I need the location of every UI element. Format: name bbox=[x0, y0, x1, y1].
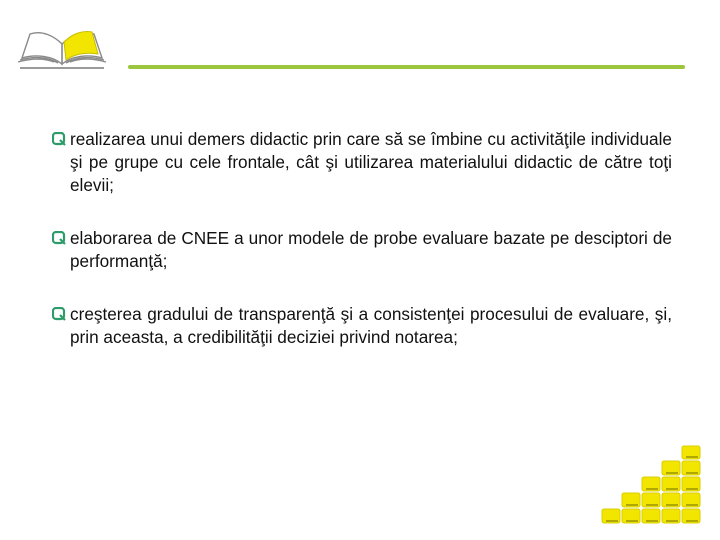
list-item-text: elaborarea de CNEE a unor modele de probe evaluare bazate pe desciptori de performanţă; bbox=[70, 228, 672, 271]
list-item bbox=[52, 227, 672, 273]
open-book-logo bbox=[14, 24, 110, 76]
list-item-text: creşterea gradului de transparenţă şi a consistenţei procesului de evaluare, şi, prin aceasta, a credibilităţii deciziei privind notarea; bbox=[70, 304, 672, 347]
q-bullet-icon bbox=[52, 307, 66, 321]
title-underline bbox=[128, 65, 685, 69]
list-item-text: realizarea unui demers didactic prin care să se îmbine cu activităţile individuale şi pe grupe cu cele frontale, cât şi utilizarea materialului didactic de către toţi elevii; bbox=[70, 129, 672, 195]
q-bullet-icon bbox=[52, 132, 66, 146]
yellow-stairs-icon bbox=[600, 445, 710, 527]
q-bullet-icon bbox=[52, 231, 66, 245]
list-item bbox=[52, 303, 672, 349]
list-item bbox=[52, 128, 672, 197]
bullet-list bbox=[52, 128, 672, 379]
